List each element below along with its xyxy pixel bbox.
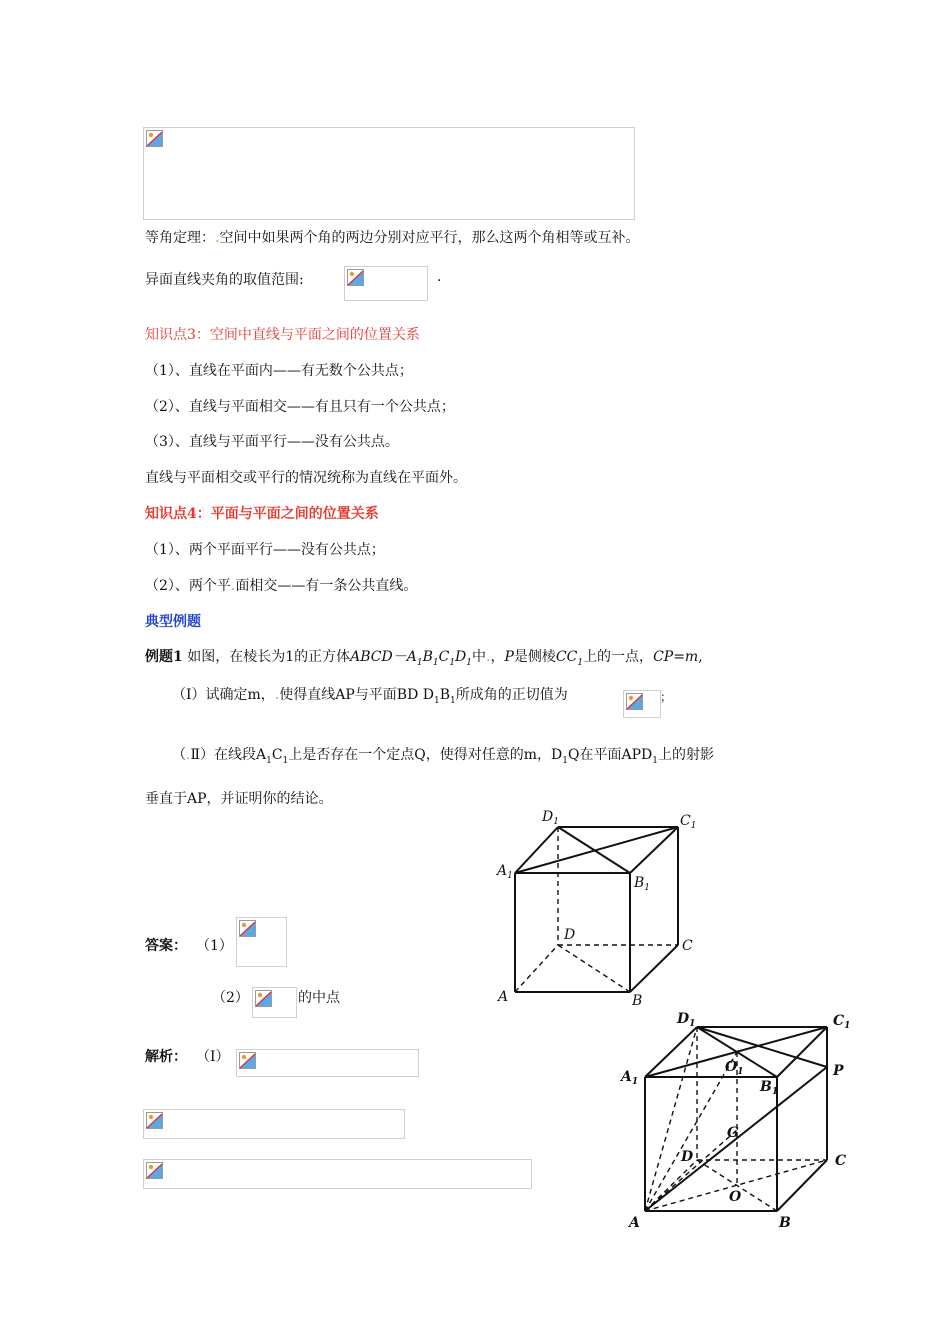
edit-mark: . <box>486 649 491 665</box>
label-b: B <box>632 993 643 1009</box>
label-c1: $C_1$ <box>833 1013 851 1031</box>
cube-figure-1 <box>490 805 710 1010</box>
broken-image-icon <box>146 130 163 147</box>
edge-bc <box>630 945 678 992</box>
diag-b1d1 <box>558 827 630 873</box>
label-b1: $B_1$ <box>634 875 651 893</box>
label-c: C <box>835 1153 847 1169</box>
label-b: B <box>779 1215 791 1231</box>
label-g: G <box>727 1125 739 1141</box>
broken-image-icon <box>347 269 364 286</box>
label-d: D <box>681 1149 694 1165</box>
label-b1: $B_1$ <box>760 1079 779 1097</box>
answer-label: 答案： <box>145 938 187 954</box>
kp3-title: 知识点3：空间中直线与平面之间的位置关系 <box>145 327 420 343</box>
image-placeholder-analysis-2 <box>143 1109 405 1139</box>
kp4-item-1: （1）、两个平面平行——没有公共点； <box>145 542 385 558</box>
image-placeholder-answer2 <box>252 987 297 1018</box>
diag-bd <box>558 945 630 992</box>
image-placeholder-tangent-value <box>623 690 661 718</box>
answer-part1: （1） <box>196 938 233 954</box>
kp3-item-2: （2）、直线与平面相交——有且只有一个公共点； <box>145 399 455 415</box>
skew-angle-end: . <box>437 269 442 285</box>
label-p: P <box>833 1063 844 1079</box>
label-a: A <box>498 989 509 1005</box>
answer-part2: （2） <box>212 990 249 1006</box>
label-a1: $A_1$ <box>497 863 513 881</box>
line-ao1 <box>645 1052 737 1211</box>
part2-line2: 垂直于AP，并证明你的结论。 <box>145 791 333 807</box>
edit-mark: . <box>215 230 220 246</box>
edge-ad <box>515 945 558 992</box>
edit-mark: . <box>274 687 280 703</box>
label-c: C <box>682 938 693 954</box>
skew-angle-text: 异面直线夹角的取值范围: <box>145 272 304 288</box>
cube-figure-2 <box>615 1005 865 1235</box>
skew-angle-line <box>145 269 304 289</box>
edit-mark: . <box>230 578 236 594</box>
kp3-item-3: （3）、直线与平面平行——没有公共点。 <box>145 434 399 450</box>
equiangular-text: 空间中如果两个角的两边分别对应平行，那么这两个角相等或互补。 <box>219 230 640 246</box>
example1-label: 例题1 <box>145 649 183 665</box>
label-c1: $C_1$ <box>680 813 697 831</box>
equiangular-label: 等角定理： <box>145 230 215 246</box>
label-a: A <box>629 1215 640 1231</box>
part1-statement: （Ⅰ）试确定m，.使得直线AP与平面BD $D_1B_1$所成角的正切值为 <box>172 687 568 706</box>
label-d1: $D_1$ <box>677 1011 696 1029</box>
broken-image-icon <box>239 920 256 937</box>
broken-image-icon <box>255 990 272 1007</box>
equiangular-theorem <box>145 227 639 247</box>
image-placeholder-top <box>143 127 635 220</box>
label-d1: $D_1$ <box>542 809 559 827</box>
line-ag <box>645 1130 737 1211</box>
line-ad1 <box>645 1027 697 1211</box>
image-placeholder-skew-range <box>344 266 428 301</box>
broken-image-icon <box>146 1162 163 1179</box>
examples-heading: 典型例题 <box>145 614 201 630</box>
analysis-part1: （Ⅰ） <box>196 1049 230 1065</box>
part1-end: ； <box>660 690 673 704</box>
label-a1: $A_1$ <box>621 1069 639 1087</box>
edit-mark: . <box>186 747 191 763</box>
image-placeholder-answer1 <box>236 917 287 967</box>
image-placeholder-analysis-1 <box>236 1049 419 1077</box>
answer-part2-suffix: 的中点 <box>298 990 340 1006</box>
broken-image-icon <box>146 1112 163 1129</box>
example1-statement: 例题1 如图，在棱长为1的正方体$ABCD-A_1B_1C_1D_1$中.，P是侧棱$CC_1$上的一点，CP=m, <box>145 649 703 668</box>
kp3-summary: 直线与平面相交或平行的情况统称为直线在平面外。 <box>145 470 467 486</box>
broken-image-icon <box>626 693 643 710</box>
label-o: O <box>729 1189 742 1205</box>
analysis-label: 解析： <box>145 1049 187 1065</box>
label-o1: $O_1$ <box>725 1059 744 1077</box>
kp3-item-1: （1）、直线在平面内——有无数个公共点； <box>145 363 413 379</box>
kp4-title: 知识点4：平面与平面之间的位置关系 <box>145 506 379 522</box>
part2-statement: （.Ⅱ）在线段$A_1C_1$上是否存在一个定点Q，使得对任意的m，$D_1Q$在平面$APD_1$上的射影 <box>172 747 714 766</box>
image-placeholder-analysis-3 <box>143 1159 532 1189</box>
label-d: D <box>564 927 576 943</box>
broken-image-icon <box>239 1052 256 1069</box>
kp4-item-2: （2）、两个平.面相交——有一条公共直线。 <box>145 578 418 594</box>
